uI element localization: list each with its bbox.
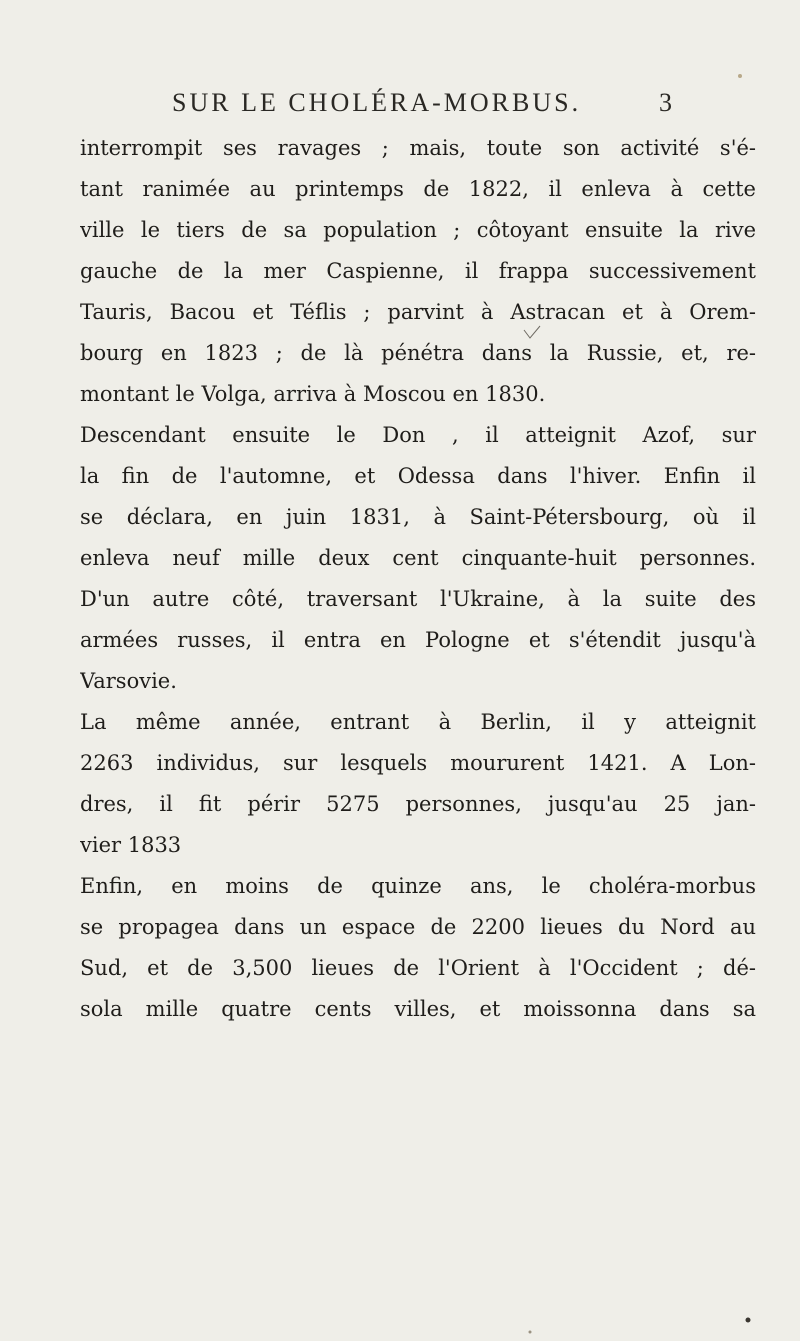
text-line: D'un autre côté, traversant l'Ukraine, à la suite des xyxy=(80,587,756,611)
running-title: SUR LE CHOLÉRA-MORBUS. xyxy=(172,88,582,117)
text-line: 2263 individus, sur lesquels moururent 1421. A Lon- xyxy=(80,751,756,775)
text-line: sola mille quatre cents villes, et moissonna dans sa xyxy=(80,997,756,1021)
text-line: ville le tiers de sa population ; côtoyant ensuite la rive xyxy=(80,218,756,242)
text-line: bourg en 1823 ; de là pénétra dans la Russie, et, re- xyxy=(80,341,756,365)
text-line: la fin de l'automne, et Odessa dans l'hiver. Enfin il xyxy=(80,464,756,488)
text-line: armées russes, il entra en Pologne et s'étendit jusqu'à xyxy=(80,628,756,652)
page-header xyxy=(172,88,672,124)
paragraph-start-line: Descendant ensuite le Don , il atteignit Azof, sur xyxy=(80,423,756,447)
paper-speck xyxy=(738,74,742,78)
text-line: tant ranimée au printemps de 1822, il enleva à cette xyxy=(80,177,756,201)
page-number: 3 xyxy=(659,88,672,117)
text-line: interrompit ses ravages ; mais, toute son activité s'é- xyxy=(80,136,756,160)
text-line: Sud, et de 3,500 lieues de l'Orient à l'Occident ; dé- xyxy=(80,956,756,980)
paper-speck xyxy=(746,1318,751,1323)
text-line: se propagea dans un espace de 2200 lieues du Nord au xyxy=(80,915,756,939)
text-line: dres, il fit périr 5275 personnes, jusqu'au 25 jan- xyxy=(80,792,756,816)
text-line: Tauris, Bacou et Téflis ; parvint à Astracan et à Orem- xyxy=(80,300,756,324)
body-text xyxy=(80,128,756,1030)
paragraph-start-line: Enfin, en moins de quinze ans, le choléra-morbus xyxy=(80,874,756,898)
paragraph-start-line: La même année, entrant à Berlin, il y atteignit xyxy=(80,710,756,734)
text-line: vier 1833 xyxy=(80,833,182,857)
text-line: montant le Volga, arriva à Moscou en 1830. xyxy=(80,382,546,406)
text-line: enleva neuf mille deux cent cinquante-huit personnes. xyxy=(80,546,756,570)
text-line: Varsovie. xyxy=(80,669,177,693)
text-line: gauche de la mer Caspienne, il frappa successivement xyxy=(80,259,756,283)
paper-speck xyxy=(529,1331,532,1334)
text-line: se déclara, en juin 1831, à Saint-Pétersbourg, où il xyxy=(80,505,756,529)
